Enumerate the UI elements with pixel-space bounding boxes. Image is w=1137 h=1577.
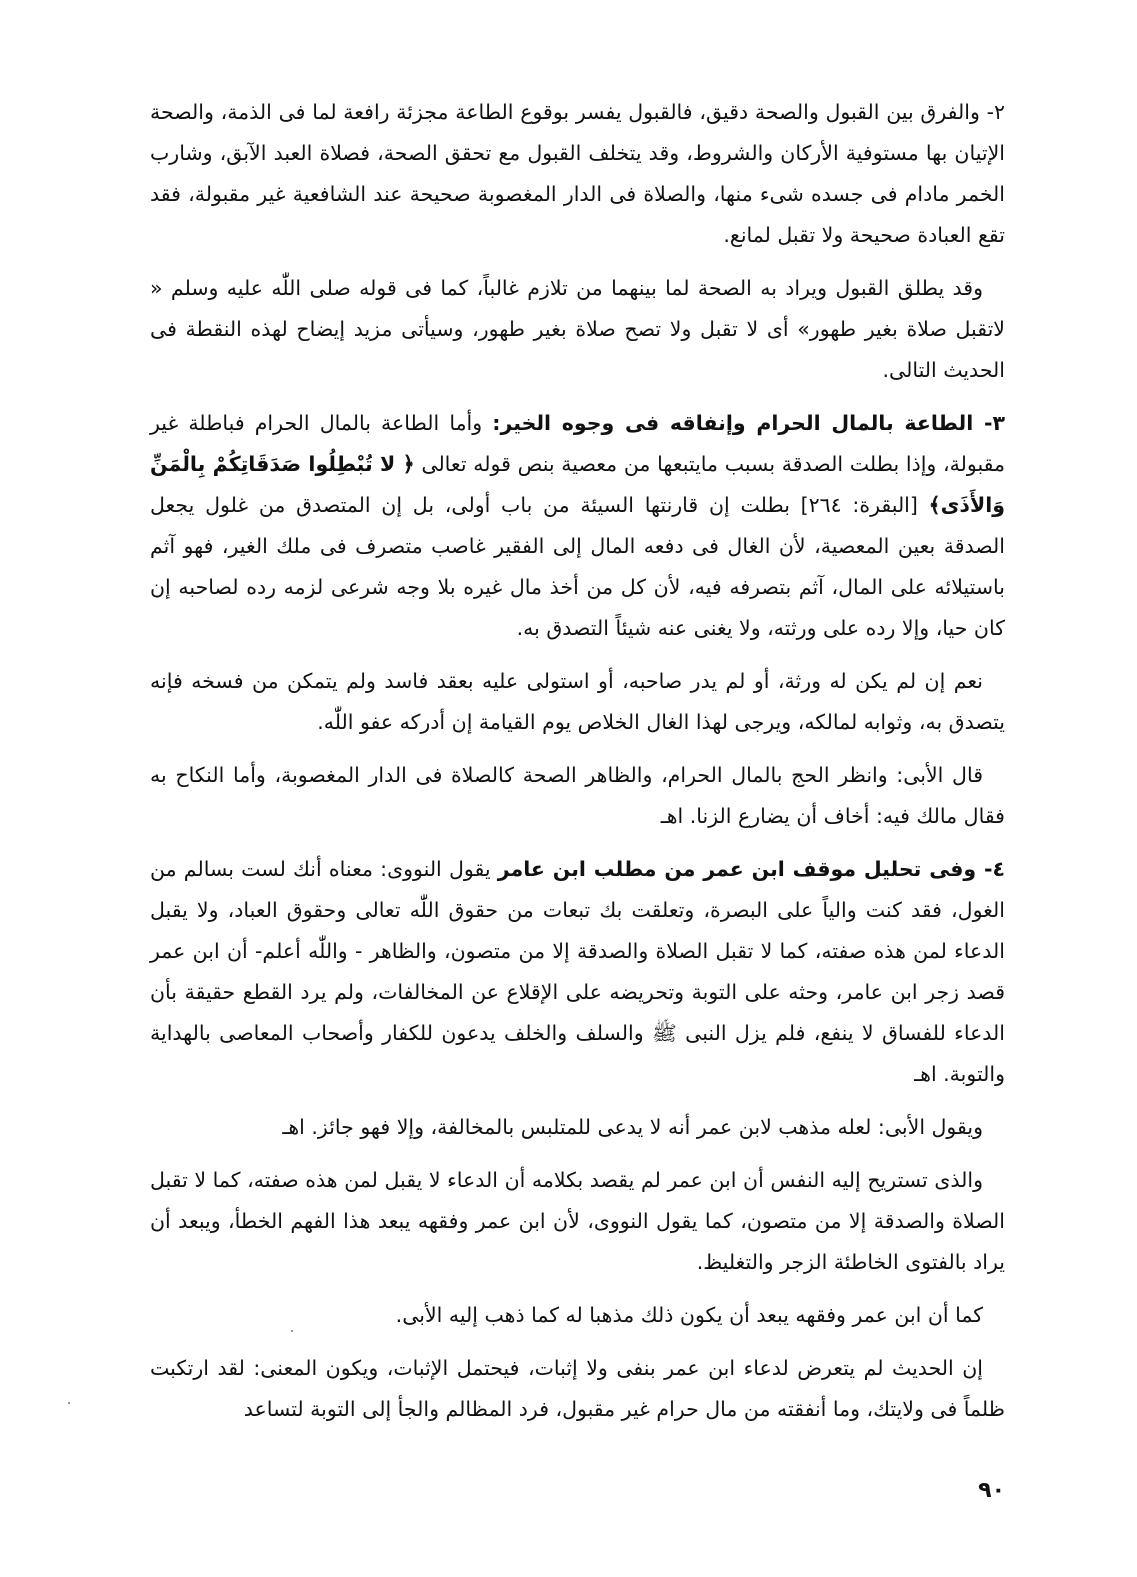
paragraph-4 [150,661,1005,743]
paragraph-10-text: إن الحديث لم يتعرض لدعاء ابن عمر بنفى ولا إثبات، فيحتمل الإثبات، ويكون المعنى: لقد ارتكبت ظلماً فى ولايتك، وما أنفقته من مال حرام غير مقبول، فرد المظالم والجأ إلى التوبة لتساعد [150,1356,1005,1421]
scan-speck [68,1402,70,1404]
paragraph-3-text: [البقرة: ٢٦٤] بطلت إن قارنتها السيئة من باب أولى، بل إن المتصدق من غلول يجعل الصدقة بعين المعصية، لأن الغال فى دفعه المال إلى الفقير غاصب متصرف فى ملك الغير، فهو آثم باستيلائه على المال، آثم بتصرفه فيه، لأن كل من أخذ مال غيره بلا وجه شرعى لزمه رده لصاحبه إن كان حيا، وإلا رده على ورثته، ولا يغنى عنه شيئاً التصدق به. [150,493,1005,640]
quran-verse: ﴿ لا تُبْطِلُوا صَدَقَاتِكُمْ بِالْمَنِّ وَالأَذَى﴾ [150,452,1005,517]
paragraph-6 [150,849,1005,1095]
paragraph-7 [150,1107,1005,1148]
paragraph-10 [150,1348,1005,1430]
page-body [150,92,1005,1497]
section-4-heading: ٤- وفى تحليل موقف ابن عمر من مطلب ابن عامر [497,857,1005,881]
paragraph-8 [150,1160,1005,1283]
paragraph-5-text: قال الأبى: وانظر الحج بالمال الحرام، والظاهر الصحة كالصلاة فى الدار المغصوبة، وأما النكاح به فقال مالك فيه: أخاف أن يضارع الزنا. اهـ [150,763,1005,828]
paragraph-2-text: وقد يطلق القبول ويراد به الصحة لما بينهما من تلازم غالباً، كما فى قوله صلى اللّٰه عليه وسلم « لاتقبل صلاة بغير طهور» أى لا تقبل ولا تصح صلاة بغير طهور، وسيأتى مزيد إيضاح لهذه النقطة فى الحديث التالى. [150,276,1005,382]
section-3-heading: ٣- الطاعة بالمال الحرام وإنفاقه فى وجوه الخير: [492,411,1005,435]
paragraph-4-text: نعم إن لم يكن له ورثة، أو لم يدر صاحبه، أو استولى عليه بعقد فاسد ولم يتمكن من فسخه فإنه يتصدق به، وثوابه لمالكه، ويرجى لهذا الغال الخلاص يوم القيامة إن أدركه عفو اللّٰه. [150,669,1005,734]
paragraph-3-text-before-quran: وأما الطاعة بالمال الحرام فباطلة غير مقبولة، وإذا بطلت الصدقة بسبب مايتبعها من معصية بنص قوله تعالى [150,411,1005,476]
paragraph-9-text: كما أن ابن عمر وفقهه يبعد أن يكون ذلك مذهبا له كما ذهب إليه الأبى. [395,1303,983,1327]
paragraph-8-text: والذى تستريح إليه النفس أن ابن عمر لم يقصد بكلامه أن الدعاء لا يقبل لمن هذه صفته، كما لا تقبل الصلاة والصدقة إلا من متصون، كما يقول النووى، لأن ابن عمر وفقهه يبعد هذا الفهم الخطأ، ويبعد أن يراد بالفتوى الخاطئة الزجر والتغليظ. [150,1168,1005,1274]
paragraph-6-text: يقول النووى: معناه أنك لست بسالم من الغول، فقد كنت والياً على البصرة، وتعلقت بك تبعات من حقوق اللّٰه تعالى وحقوق العباد، ولا يقبل الدعاء لمن هذه صفته، كما لا تقبل الصلاة والصدقة إلا من متصون، والظاهر - واللّٰه أعلم- أن ابن عمر قصد زجر ابن عامر، وحثه على التوبة وتحريضه على الإقلاع عن المخالفات، ولم يرد القطع حقيقة بأن الدعاء للفساق لا ينفع، فلم يزل النبى ﷺ والسلف والخلف يدعون للكفار وأصحاب المعاصى بالهداية والتوبة. اهـ [150,857,1005,1086]
paragraph-9 [150,1295,1005,1336]
scan-speck [291,1330,293,1332]
paragraph-1 [150,92,1005,256]
paragraph-7-text: ويقول الأبى: لعله مذهب لابن عمر أنه لا يدعى للمتلبس بالمخالفة، وإلا فهو جائز. اهـ [282,1115,983,1139]
paragraph-3 [150,403,1005,649]
paragraph-2 [150,268,1005,391]
page-number: ٩٠ [978,1478,1005,1503]
paragraph-1-text: ٢- والفرق بين القبول والصحة دقيق، فالقبول يفسر بوقوع الطاعة مجزئة رافعة لما فى الذمة، والصحة الإتيان بها مستوفية الأركان والشروط، وقد يتخلف القبول مع تحقق الصحة، فصلاة العبد الآبق، وشارب الخمر مادام فى جسده شىء منها، والصلاة فى الدار المغصوبة صحيحة عند الشافعية غير مقبولة، فقد تقع العبادة صحيحة ولا تقبل لمانع. [150,100,1005,247]
paragraph-5 [150,755,1005,837]
